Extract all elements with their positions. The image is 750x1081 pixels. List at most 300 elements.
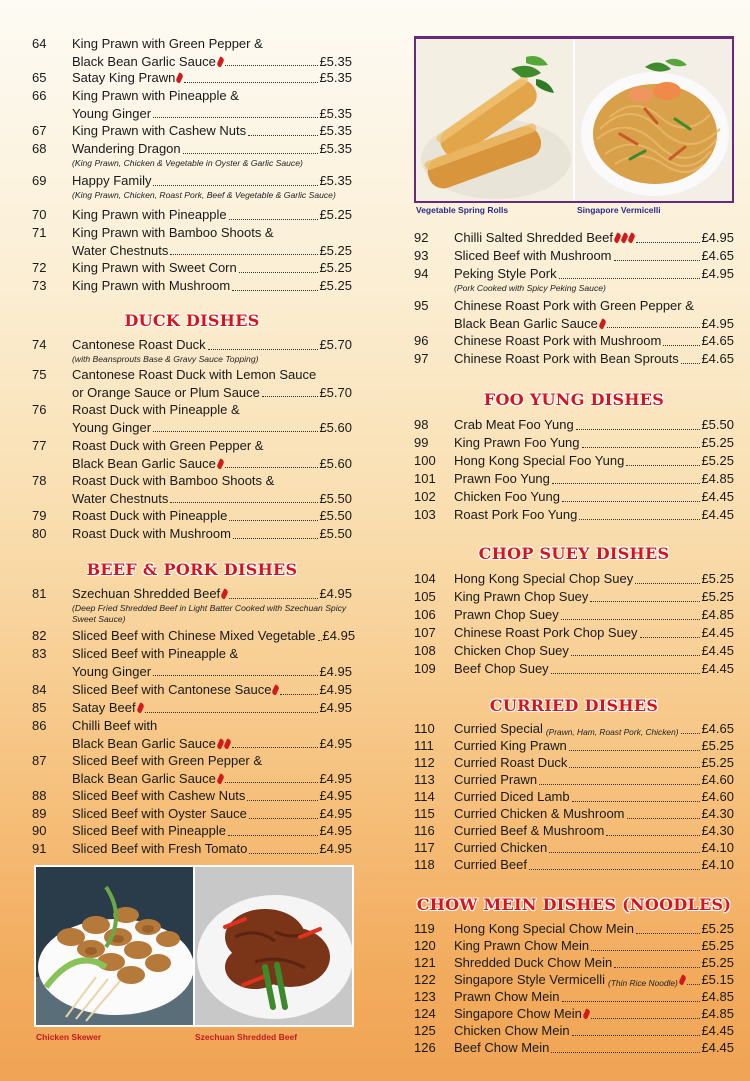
chili-icon (216, 735, 230, 753)
leader-dots (229, 219, 319, 220)
item-price: £5.25 (701, 755, 734, 770)
leader-dots (663, 345, 700, 346)
item-number: 84 (32, 682, 47, 697)
menu-item (414, 606, 734, 624)
leader-dots (551, 1052, 700, 1053)
item-name: Szechuan Shredded Beef (72, 586, 221, 601)
item-price: £5.25 (701, 955, 734, 970)
item-number: 119 (414, 921, 435, 936)
item-number: 86 (32, 718, 47, 733)
item-name: Hong Kong Special Chop Suey (454, 571, 634, 586)
menu-item (414, 720, 734, 738)
leader-dots (551, 673, 701, 674)
leader-dots (635, 583, 700, 584)
item-price: £5.35 (319, 123, 352, 138)
item-number: 109 (414, 661, 436, 676)
item-number: 126 (414, 1040, 436, 1055)
item-name: Sliced Beef with Fresh Tomato (72, 841, 248, 856)
item-price: £4.95 (319, 663, 352, 679)
item-name: Sliced Beef with Oyster Sauce (72, 806, 247, 821)
item-name: Sliced Beef with Green Pepper & (72, 753, 263, 768)
menu-item (32, 645, 352, 680)
menu-item (414, 452, 734, 470)
item-price: £4.60 (701, 772, 734, 787)
item-note: (Deep Fried Shredded Beef in Light Batter Cooked with Szechuan Spicy Sweet Sauce) (72, 602, 347, 624)
item-name: Chicken Foo Yung (454, 489, 560, 504)
item-inline-note: (Thin Rice Noodle) (608, 977, 678, 988)
item-number: 64 (32, 36, 47, 51)
item-name: Wandering Dragon (72, 141, 181, 156)
leader-dots (607, 327, 701, 328)
item-name: Chinese Roast Pork Chop Suey (454, 625, 638, 640)
leader-dots (529, 869, 700, 870)
item-price: £4.65 (701, 248, 734, 263)
menu-item (414, 570, 734, 588)
item-price: £4.60 (701, 789, 734, 804)
item-name: King Prawn with Green Pepper & (72, 36, 263, 51)
menu-item (414, 954, 734, 972)
item-name: King Prawn with Pineapple (72, 207, 227, 222)
item-number: 122 (414, 972, 436, 987)
item-number: 121 (414, 955, 436, 970)
leader-dots (239, 272, 319, 273)
menu-item (414, 470, 734, 488)
leader-dots (579, 519, 700, 520)
item-name: King Prawn Foo Yung (454, 435, 580, 450)
leader-dots (681, 733, 701, 734)
item-price: £5.50 (319, 508, 352, 523)
item-number: 112 (414, 755, 435, 770)
item-number: 78 (32, 473, 47, 488)
szechuan-beef-caption: Szechuan Shredded Beef (195, 1032, 298, 1042)
chili-icon (613, 229, 634, 247)
menu-item (414, 771, 734, 789)
menu-item (414, 1005, 734, 1023)
menu-item (414, 588, 734, 606)
leader-dots (614, 967, 700, 968)
menu-item (32, 224, 352, 259)
menu-item (32, 840, 352, 858)
item-number: 71 (32, 225, 47, 240)
item-number: 102 (414, 489, 436, 504)
leader-dots (572, 1035, 701, 1036)
leader-dots (562, 1001, 701, 1002)
menu-item (32, 336, 352, 365)
item-number: 77 (32, 438, 47, 453)
item-name: King Prawn Chow Mein (454, 938, 590, 953)
item-number: 95 (414, 298, 429, 313)
chili-icon (271, 681, 278, 699)
item-price: £5.35 (319, 141, 352, 156)
leader-dots (184, 82, 318, 83)
menu-item (414, 624, 734, 642)
item-name: Chinese Roast Pork with Green Pepper & (454, 298, 694, 313)
item-name: Hong Kong Special Chow Mein (454, 921, 634, 936)
menu-item (32, 206, 352, 224)
menu-item (414, 856, 734, 874)
item-number: 65 (32, 70, 47, 85)
item-number: 114 (414, 789, 435, 804)
leader-dots (318, 640, 322, 641)
section-heading: CHOW MEIN DISHES (NOODLES) (416, 895, 732, 914)
item-price: £5.35 (319, 173, 352, 188)
item-name: Sliced Beef with Pineapple (72, 823, 226, 838)
item-number: 107 (414, 625, 436, 640)
leader-dots (249, 818, 319, 819)
leader-dots (232, 747, 319, 748)
chicken-skewer-caption: Chicken Skewer (36, 1032, 102, 1042)
item-price: £4.65 (701, 333, 734, 348)
section-heading: CHOP SUEY DISHES (478, 544, 670, 563)
item-number: 67 (32, 123, 47, 138)
item-price: £5.50 (701, 417, 734, 432)
item-name: King Prawn with Bamboo Shoots & (72, 225, 274, 240)
leader-dots (170, 254, 318, 255)
item-name: Black Bean Garlic Sauce (454, 315, 598, 331)
menu-item (32, 717, 352, 752)
item-name: Young Ginger (72, 663, 152, 679)
item-note: (King Prawn, Chicken & Vegetable in Oyster & Garlic Sauce) (72, 157, 303, 168)
spring-rolls-caption: Vegetable Spring Rolls (416, 205, 509, 215)
item-number: 70 (32, 207, 47, 222)
item-name: Water Chestnuts (72, 490, 169, 506)
item-price: £4.95 (319, 770, 352, 786)
item-name: or Orange Sauce or Plum Sauce (72, 384, 260, 400)
leader-dots (640, 637, 701, 638)
item-price: £4.45 (701, 643, 734, 658)
item-price: £4.85 (701, 471, 734, 486)
item-price: £4.95 (701, 230, 734, 245)
item-name: Singapore Style Vermicelli (454, 972, 606, 987)
menu-item (32, 752, 352, 787)
item-number: 80 (32, 526, 47, 541)
item-price: £4.85 (701, 989, 734, 1004)
chili-icon (216, 455, 223, 473)
item-name: Prawn Chow Mein (454, 989, 560, 1004)
item-price: £4.95 (319, 841, 352, 856)
leader-dots (145, 712, 319, 713)
item-number: 66 (32, 88, 47, 103)
item-number: 79 (32, 508, 47, 523)
item-name: Beef Chop Suey (454, 661, 549, 676)
section-heading: BEEF & PORK DISHES (86, 560, 298, 579)
item-inline-note: (Prawn, Ham, Roast Pork, Chicken) (545, 726, 679, 737)
leader-dots (582, 447, 701, 448)
item-name: Satay King Prawn (72, 70, 176, 85)
item-price: £5.50 (319, 526, 352, 541)
item-name: Roast Duck with Green Pepper & (72, 438, 264, 453)
item-price: £5.25 (319, 260, 352, 275)
item-number: 93 (414, 248, 429, 263)
menu-item (414, 416, 734, 434)
item-name: Curried Roast Duck (454, 755, 568, 770)
item-name: Beef Chow Mein (454, 1040, 550, 1055)
leader-dots (232, 290, 318, 291)
item-number: 117 (414, 840, 435, 855)
item-number: 110 (414, 721, 435, 736)
item-number: 75 (32, 367, 47, 382)
menu-item (32, 805, 352, 823)
leader-dots (549, 852, 700, 853)
item-price: £4.65 (701, 351, 734, 366)
item-number: 106 (414, 607, 436, 622)
menu-item (414, 434, 734, 452)
item-name: Sliced Beef with Mushroom (454, 248, 612, 263)
item-name: Happy Family (72, 173, 152, 188)
item-price: £5.25 (701, 738, 734, 753)
menu-item (32, 172, 352, 201)
chili-icon (678, 971, 685, 989)
leader-dots (614, 260, 701, 261)
item-number: 120 (414, 938, 436, 953)
menu-item (32, 822, 352, 840)
item-price: £4.95 (319, 823, 352, 838)
item-price: £5.60 (319, 419, 352, 435)
leader-dots (170, 502, 318, 503)
item-number: 85 (32, 700, 47, 715)
item-name: Chilli Beef with (72, 718, 158, 733)
item-name: Chicken Chop Suey (454, 643, 569, 658)
leader-dots (562, 501, 700, 502)
menu-item (32, 69, 352, 87)
item-price: £4.65 (701, 721, 734, 736)
item-price: £4.45 (701, 489, 734, 504)
menu-item (414, 247, 734, 265)
item-name: Curried King Prawn (454, 738, 567, 753)
item-note: (Pork Cooked with Spicy Peking Sauce) (454, 282, 606, 293)
menu-item (414, 822, 734, 840)
item-name: Satay Beef (72, 700, 136, 715)
item-price: £4.95 (319, 735, 352, 751)
menu-item (32, 87, 352, 122)
item-number: 82 (32, 628, 47, 643)
section-heading: CURRIED DISHES (489, 696, 659, 715)
item-price: £5.70 (319, 384, 352, 400)
menu-item (414, 642, 734, 660)
leader-dots (225, 782, 319, 783)
leader-dots (561, 619, 701, 620)
item-name: Roast Duck with Pineapple & (72, 402, 240, 417)
leader-dots (572, 801, 701, 802)
menu-item (32, 366, 352, 401)
item-number: 116 (414, 823, 435, 838)
item-name: Chicken Chow Mein (454, 1023, 570, 1038)
item-number: 123 (414, 989, 436, 1004)
item-name: King Prawn with Cashew Nuts (72, 123, 247, 138)
menu-item (32, 35, 352, 70)
leader-dots (687, 984, 701, 985)
item-price: £4.95 (322, 628, 356, 643)
item-name: Chinese Roast Pork with Mushroom (454, 333, 662, 348)
leader-dots (636, 933, 701, 934)
item-name: Curried Beef & Mushroom (454, 823, 605, 838)
item-price: £5.25 (319, 242, 352, 258)
leader-dots (229, 598, 318, 599)
item-price: £5.25 (319, 278, 352, 293)
menu-item (32, 259, 352, 277)
item-price: £4.45 (701, 507, 734, 522)
leader-dots (225, 467, 319, 468)
item-price: £4.45 (701, 625, 734, 640)
item-number: 88 (32, 788, 47, 803)
leader-dots (559, 278, 701, 279)
menu-item (32, 585, 352, 625)
item-name: Black Bean Garlic Sauce (72, 455, 216, 471)
leader-dots (571, 655, 701, 656)
item-name: Sliced Beef with Pineapple & (72, 646, 239, 661)
item-name: Hong Kong Special Foo Yung (454, 453, 625, 468)
item-number: 87 (32, 753, 47, 768)
spring-rolls-photo (416, 39, 573, 201)
bottom-photo-strip (34, 865, 354, 1027)
item-price: £4.85 (701, 607, 734, 622)
menu-item (414, 937, 734, 955)
item-name: King Prawn Chop Suey (454, 589, 589, 604)
leader-dots (280, 694, 318, 695)
leader-dots (636, 242, 700, 243)
leader-dots (153, 185, 318, 186)
item-price: £5.25 (701, 589, 734, 604)
item-name: King Prawn with Pineapple & (72, 88, 239, 103)
leader-dots (225, 65, 319, 66)
menu-item (32, 699, 352, 717)
item-price: £5.35 (319, 53, 352, 69)
item-number: 98 (414, 417, 429, 432)
menu-item (414, 788, 734, 806)
item-price: £4.95 (701, 266, 734, 281)
item-number: 68 (32, 141, 47, 156)
item-number: 100 (414, 453, 436, 468)
item-number: 83 (32, 646, 47, 661)
item-number: 115 (414, 806, 435, 821)
menu-item (32, 787, 352, 805)
item-price: £5.25 (701, 938, 734, 953)
item-number: 125 (414, 1023, 436, 1038)
item-number: 124 (414, 1006, 436, 1021)
item-number: 81 (32, 586, 47, 601)
menu-item (414, 971, 734, 989)
menu-item (32, 437, 352, 472)
item-price: £4.95 (319, 682, 352, 697)
item-name: Prawn Chop Suey (454, 607, 559, 622)
item-number: 108 (414, 643, 436, 658)
item-name: Crab Meat Foo Yung (454, 417, 574, 432)
leader-dots (229, 520, 318, 521)
item-price: £5.25 (701, 571, 734, 586)
item-price: £4.45 (701, 1023, 734, 1038)
section-heading: DUCK DISHES (124, 311, 260, 330)
leader-dots (569, 750, 701, 751)
leader-dots (153, 117, 318, 118)
item-name: Roast Duck with Mushroom (72, 526, 231, 541)
item-name: Curried Diced Lamb (454, 789, 570, 804)
item-name: Prawn Foo Yung (454, 471, 550, 486)
item-note: (King Prawn, Chicken, Roast Pork, Beef & Vegetable & Garlic Sauce) (72, 189, 336, 200)
item-name: Curried Chicken & Mushroom (454, 806, 625, 821)
item-number: 101 (414, 471, 436, 486)
item-name: Chilli Salted Shredded Beef (454, 230, 613, 245)
menu-item (414, 1039, 734, 1057)
item-price: £4.30 (701, 806, 734, 821)
chili-icon (598, 315, 605, 333)
menu-item (414, 660, 734, 678)
top-photo-strip (414, 36, 734, 203)
menu-item (414, 229, 734, 247)
menu-item (414, 805, 734, 823)
item-name: Curried Special (454, 721, 543, 736)
item-price: £5.15 (701, 972, 734, 987)
chili-icon (216, 53, 223, 71)
item-number: 94 (414, 266, 429, 281)
item-name: Sliced Beef with Chinese Mixed Vegetable (72, 628, 316, 643)
item-price: £5.25 (701, 453, 734, 468)
leader-dots (552, 483, 701, 484)
item-number: 104 (414, 571, 436, 586)
leader-dots (591, 950, 700, 951)
item-number: 72 (32, 260, 47, 275)
item-name: Roast Duck with Pineapple (72, 508, 228, 523)
item-price: £4.10 (701, 840, 734, 855)
item-name: Cantonese Roast Duck (72, 337, 206, 352)
item-name: King Prawn with Mushroom (72, 278, 231, 293)
menu-item (414, 1022, 734, 1040)
leader-dots (183, 153, 319, 154)
leader-dots (626, 465, 700, 466)
menu-item (32, 277, 352, 295)
item-price: £4.95 (319, 788, 352, 803)
item-price: £5.50 (319, 490, 352, 506)
leader-dots (591, 1018, 701, 1019)
leader-dots (606, 835, 700, 836)
singapore-vermicelli-caption: Singapore Vermicelli (577, 205, 661, 215)
item-name: Black Bean Garlic Sauce (72, 770, 216, 786)
leader-dots (248, 135, 318, 136)
menu-item (414, 297, 734, 332)
menu-item (414, 754, 734, 772)
item-name: King Prawn with Sweet Corn (72, 260, 237, 275)
chili-icon (216, 770, 223, 788)
leader-dots (249, 853, 318, 854)
item-price: £4.85 (701, 1006, 734, 1021)
leader-dots (569, 767, 700, 768)
leader-dots (262, 396, 319, 397)
menu-item (414, 839, 734, 857)
menu-item (32, 472, 352, 507)
item-number: 99 (414, 435, 429, 450)
chicken-skewer-photo (36, 867, 193, 1025)
menu-item (414, 988, 734, 1006)
item-name: Young Ginger (72, 105, 152, 121)
item-name: Curried Beef (454, 857, 527, 872)
item-name: Young Ginger (72, 419, 152, 435)
menu-item (32, 507, 352, 525)
item-price: £4.95 (701, 315, 734, 331)
section-heading: FOO YUNG DISHES (483, 390, 665, 409)
item-price: £5.25 (319, 207, 352, 222)
item-price: £4.30 (701, 823, 734, 838)
item-number: 76 (32, 402, 47, 417)
menu-item (414, 350, 734, 368)
item-name: Curried Chicken (454, 840, 548, 855)
menu-item (414, 265, 734, 294)
item-name: Chinese Roast Pork with Bean Sprouts (454, 351, 679, 366)
szechuan-beef-photo (195, 867, 352, 1025)
item-number: 89 (32, 806, 47, 821)
menu-item (414, 332, 734, 350)
item-price: £4.45 (701, 1040, 734, 1055)
item-price: £4.45 (701, 661, 734, 676)
menu-item (32, 681, 352, 699)
